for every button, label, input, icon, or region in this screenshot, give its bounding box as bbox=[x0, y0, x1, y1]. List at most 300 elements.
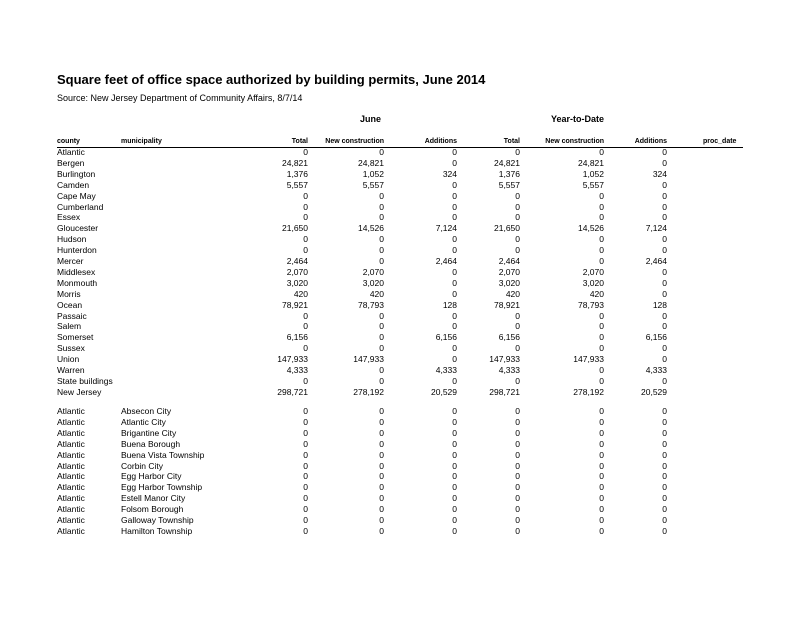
cell-ytd-additions: 0 bbox=[662, 266, 667, 277]
cell-ytd-new-construction: 0 bbox=[599, 321, 604, 332]
table-row bbox=[0, 311, 800, 322]
cell-ytd-total: 298,721 bbox=[489, 386, 520, 397]
cell-ytd-additions: 0 bbox=[662, 525, 667, 536]
cell-county: Atlantic bbox=[57, 427, 85, 438]
table-row bbox=[0, 482, 800, 493]
cell-ytd-total: 6,156 bbox=[498, 332, 520, 343]
cell-additions: 0 bbox=[452, 504, 457, 515]
cell-county: Morris bbox=[57, 288, 81, 299]
cell-ytd-total: 78,921 bbox=[494, 299, 520, 310]
cell-ytd-total: 420 bbox=[505, 288, 520, 299]
cell-county: Sussex bbox=[57, 343, 85, 354]
cell-ytd-additions: 0 bbox=[662, 343, 667, 354]
cell-total: 2,464 bbox=[286, 256, 308, 266]
cell-municipality: Buena Vista Township bbox=[121, 449, 205, 460]
cell-additions: 0 bbox=[452, 427, 457, 438]
cell-new-construction: 0 bbox=[379, 310, 384, 321]
table-row bbox=[0, 354, 800, 365]
cell-county: Mercer bbox=[57, 256, 84, 266]
cell-county: State buildings bbox=[57, 375, 113, 386]
cell-new-construction: 278,192 bbox=[353, 386, 384, 397]
cell-municipality: Galloway Township bbox=[121, 515, 194, 525]
col-header-ytd-new-construction: New construction bbox=[545, 138, 604, 145]
cell-total: 420 bbox=[293, 288, 308, 299]
cell-ytd-total: 0 bbox=[515, 493, 520, 504]
cell-additions: 0 bbox=[452, 157, 457, 168]
cell-new-construction: 0 bbox=[379, 471, 384, 482]
cell-ytd-new-construction: 0 bbox=[599, 471, 604, 482]
cell-total: 147,933 bbox=[277, 354, 308, 365]
cell-additions: 0 bbox=[452, 406, 457, 416]
cell-ytd-new-construction: 0 bbox=[599, 256, 604, 266]
cell-ytd-new-construction: 0 bbox=[599, 375, 604, 386]
cell-ytd-additions: 0 bbox=[662, 179, 667, 190]
table-row bbox=[0, 504, 800, 515]
cell-new-construction: 0 bbox=[379, 406, 384, 416]
cell-ytd-new-construction: 147,933 bbox=[573, 354, 604, 365]
cell-county: Ocean bbox=[57, 299, 83, 310]
cell-ytd-total: 4,333 bbox=[498, 365, 520, 375]
cell-ytd-new-construction: 278,192 bbox=[573, 386, 604, 397]
table-row bbox=[0, 180, 800, 191]
cell-ytd-total: 21,650 bbox=[494, 223, 520, 234]
cell-ytd-new-construction: 14,526 bbox=[578, 223, 604, 234]
table-row bbox=[0, 365, 800, 376]
cell-ytd-total: 147,933 bbox=[489, 354, 520, 365]
cell-new-construction: 0 bbox=[379, 245, 384, 256]
cell-additions: 0 bbox=[452, 212, 457, 223]
cell-municipality: Atlantic City bbox=[121, 416, 166, 427]
col-header-county: county bbox=[57, 138, 80, 145]
cell-additions: 0 bbox=[452, 310, 457, 321]
table-row bbox=[0, 212, 800, 223]
cell-total: 0 bbox=[303, 234, 308, 245]
cell-additions: 0 bbox=[452, 288, 457, 299]
cell-new-construction: 0 bbox=[379, 504, 384, 515]
table-row bbox=[0, 526, 800, 537]
table-row bbox=[0, 234, 800, 245]
cell-total: 6,156 bbox=[286, 332, 308, 343]
cell-ytd-new-construction: 0 bbox=[599, 365, 604, 375]
cell-new-construction: 0 bbox=[379, 365, 384, 375]
cell-ytd-additions: 0 bbox=[662, 310, 667, 321]
cell-ytd-additions: 0 bbox=[662, 288, 667, 299]
cell-ytd-total: 0 bbox=[515, 449, 520, 460]
col-header-new-construction: New construction bbox=[325, 138, 384, 145]
cell-additions: 0 bbox=[452, 179, 457, 190]
cell-county: Hudson bbox=[57, 234, 87, 245]
cell-county: Atlantic bbox=[57, 406, 85, 416]
cell-ytd-total: 0 bbox=[515, 234, 520, 245]
cell-ytd-new-construction: 0 bbox=[599, 482, 604, 493]
cell-ytd-new-construction: 0 bbox=[599, 147, 604, 157]
cell-new-construction: 420 bbox=[369, 288, 384, 299]
cell-total: 0 bbox=[303, 406, 308, 416]
cell-new-construction: 0 bbox=[379, 147, 384, 157]
cell-new-construction: 0 bbox=[379, 460, 384, 471]
cell-new-construction: 0 bbox=[379, 449, 384, 460]
cell-total: 3,020 bbox=[286, 277, 308, 288]
cell-total: 0 bbox=[303, 449, 308, 460]
cell-ytd-total: 0 bbox=[515, 375, 520, 386]
cell-ytd-additions: 0 bbox=[662, 190, 667, 201]
cell-total: 0 bbox=[303, 504, 308, 515]
cell-ytd-additions: 0 bbox=[662, 321, 667, 332]
cell-ytd-additions: 0 bbox=[662, 201, 667, 212]
cell-ytd-additions: 0 bbox=[662, 471, 667, 482]
cell-total: 0 bbox=[303, 525, 308, 536]
table-row bbox=[0, 461, 800, 472]
cell-ytd-additions: 0 bbox=[662, 449, 667, 460]
cell-ytd-additions: 0 bbox=[662, 234, 667, 245]
cell-county: Hunterdon bbox=[57, 245, 97, 256]
cell-ytd-new-construction: 0 bbox=[599, 416, 604, 427]
cell-ytd-total: 0 bbox=[515, 406, 520, 416]
cell-new-construction: 14,526 bbox=[358, 223, 384, 234]
cell-municipality: Egg Harbor Township bbox=[121, 482, 203, 493]
cell-total: 0 bbox=[303, 427, 308, 438]
cell-new-construction: 0 bbox=[379, 416, 384, 427]
cell-county: Passaic bbox=[57, 310, 87, 321]
cell-ytd-new-construction: 0 bbox=[599, 438, 604, 449]
cell-ytd-total: 2,070 bbox=[498, 266, 520, 277]
cell-ytd-additions: 4,333 bbox=[645, 365, 667, 375]
cell-new-construction: 0 bbox=[379, 256, 384, 266]
cell-total: 0 bbox=[303, 212, 308, 223]
cell-ytd-additions: 0 bbox=[662, 482, 667, 493]
table-row bbox=[0, 417, 800, 428]
cell-additions: 0 bbox=[452, 234, 457, 245]
cell-ytd-additions: 2,464 bbox=[645, 256, 667, 266]
cell-additions: 7,124 bbox=[435, 223, 457, 234]
cell-ytd-new-construction: 0 bbox=[599, 343, 604, 354]
cell-county: Atlantic bbox=[57, 493, 85, 504]
cell-county: Atlantic bbox=[57, 449, 85, 460]
cell-additions: 0 bbox=[452, 515, 457, 525]
cell-new-construction: 0 bbox=[379, 427, 384, 438]
cell-ytd-total: 1,376 bbox=[498, 168, 520, 179]
cell-ytd-total: 0 bbox=[515, 482, 520, 493]
cell-county: Atlantic bbox=[57, 416, 85, 427]
table-row bbox=[0, 439, 800, 450]
cell-ytd-additions: 0 bbox=[662, 504, 667, 515]
cell-ytd-total: 0 bbox=[515, 321, 520, 332]
cell-ytd-additions: 0 bbox=[662, 515, 667, 525]
table-row bbox=[0, 406, 800, 417]
cell-county: Atlantic bbox=[57, 515, 85, 525]
cell-ytd-new-construction: 0 bbox=[599, 245, 604, 256]
cell-county: Camden bbox=[57, 179, 90, 190]
cell-ytd-additions: 0 bbox=[662, 147, 667, 157]
cell-total: 0 bbox=[303, 375, 308, 386]
cell-total: 2,070 bbox=[286, 266, 308, 277]
cell-additions: 0 bbox=[452, 449, 457, 460]
cell-county: Bergen bbox=[57, 157, 85, 168]
cell-additions: 4,333 bbox=[435, 365, 457, 375]
cell-total: 0 bbox=[303, 343, 308, 354]
cell-county: Burlington bbox=[57, 168, 96, 179]
cell-new-construction: 0 bbox=[379, 482, 384, 493]
cell-ytd-additions: 0 bbox=[662, 416, 667, 427]
table-row bbox=[0, 202, 800, 213]
table-row bbox=[0, 191, 800, 202]
cell-new-construction: 78,793 bbox=[358, 299, 384, 310]
cell-ytd-additions: 20,529 bbox=[641, 386, 667, 397]
table-row bbox=[0, 267, 800, 278]
cell-ytd-total: 0 bbox=[515, 460, 520, 471]
cell-county: Warren bbox=[57, 365, 85, 375]
cell-new-construction: 0 bbox=[379, 190, 384, 201]
cell-new-construction: 147,933 bbox=[353, 354, 384, 365]
cell-new-construction: 0 bbox=[379, 234, 384, 245]
cell-county: Gloucester bbox=[57, 223, 99, 234]
cell-new-construction: 0 bbox=[379, 212, 384, 223]
cell-municipality: Hamilton Township bbox=[121, 525, 193, 536]
cell-additions: 0 bbox=[452, 460, 457, 471]
cell-county: Atlantic bbox=[57, 438, 85, 449]
cell-total: 5,557 bbox=[286, 179, 308, 190]
cell-new-construction: 0 bbox=[379, 493, 384, 504]
col-header-proc-date: proc_date bbox=[703, 138, 737, 145]
cell-county: Atlantic bbox=[57, 504, 85, 515]
cell-total: 0 bbox=[303, 438, 308, 449]
cell-additions: 0 bbox=[452, 493, 457, 504]
cell-total: 0 bbox=[303, 321, 308, 332]
cell-additions: 0 bbox=[452, 343, 457, 354]
cell-total: 0 bbox=[303, 482, 308, 493]
cell-total: 78,921 bbox=[282, 299, 308, 310]
cell-ytd-new-construction: 0 bbox=[599, 310, 604, 321]
table-row bbox=[0, 256, 800, 267]
cell-total: 0 bbox=[303, 201, 308, 212]
cell-total: 0 bbox=[303, 245, 308, 256]
cell-new-construction: 3,020 bbox=[362, 277, 384, 288]
cell-additions: 324 bbox=[442, 168, 457, 179]
cell-ytd-total: 24,821 bbox=[494, 157, 520, 168]
cell-municipality: Buena Borough bbox=[121, 438, 181, 449]
cell-ytd-total: 0 bbox=[515, 471, 520, 482]
cell-new-construction: 0 bbox=[379, 525, 384, 536]
cell-ytd-new-construction: 1,052 bbox=[582, 168, 604, 179]
cell-county: Middlesex bbox=[57, 266, 96, 277]
table-row bbox=[0, 158, 800, 169]
cell-total: 298,721 bbox=[277, 386, 308, 397]
cell-county: Atlantic bbox=[57, 471, 85, 482]
cell-ytd-total: 5,557 bbox=[498, 179, 520, 190]
cell-ytd-new-construction: 0 bbox=[599, 460, 604, 471]
col-header-additions: Additions bbox=[424, 138, 457, 145]
cell-additions: 0 bbox=[452, 201, 457, 212]
cell-ytd-additions: 0 bbox=[662, 460, 667, 471]
cell-ytd-new-construction: 0 bbox=[599, 504, 604, 515]
cell-additions: 0 bbox=[452, 277, 457, 288]
cell-new-construction: 0 bbox=[379, 375, 384, 386]
cell-ytd-new-construction: 0 bbox=[599, 234, 604, 245]
cell-county: Union bbox=[57, 354, 80, 365]
table-row bbox=[0, 332, 800, 343]
cell-new-construction: 0 bbox=[379, 515, 384, 525]
cell-ytd-new-construction: 0 bbox=[599, 332, 604, 343]
cell-additions: 2,464 bbox=[435, 256, 457, 266]
cell-county: Atlantic bbox=[57, 482, 85, 493]
source-note: Source: New Jersey Department of Community Affairs, 8/7/14 bbox=[57, 93, 303, 103]
table-row bbox=[0, 471, 800, 482]
cell-total: 0 bbox=[303, 460, 308, 471]
cell-additions: 0 bbox=[452, 438, 457, 449]
cell-ytd-total: 0 bbox=[515, 525, 520, 536]
cell-ytd-total: 0 bbox=[515, 343, 520, 354]
cell-total: 24,821 bbox=[282, 157, 308, 168]
cell-additions: 0 bbox=[452, 416, 457, 427]
cell-ytd-additions: 0 bbox=[662, 354, 667, 365]
report-title: Square feet of office space authorized by building permits, June 2014 bbox=[57, 72, 486, 87]
cell-ytd-new-construction: 78,793 bbox=[578, 299, 604, 310]
cell-ytd-total: 0 bbox=[515, 245, 520, 256]
cell-ytd-new-construction: 420 bbox=[589, 288, 604, 299]
cell-new-construction: 1,052 bbox=[362, 168, 384, 179]
table-row bbox=[0, 450, 800, 461]
cell-county: Atlantic bbox=[57, 525, 85, 536]
cell-municipality: Brigantine City bbox=[121, 427, 177, 438]
cell-additions: 0 bbox=[452, 525, 457, 536]
cell-municipality: Estell Manor City bbox=[121, 493, 186, 504]
cell-ytd-total: 3,020 bbox=[498, 277, 520, 288]
group-header-june: June bbox=[360, 114, 382, 124]
cell-additions: 0 bbox=[452, 471, 457, 482]
cell-additions: 0 bbox=[452, 245, 457, 256]
cell-ytd-new-construction: 0 bbox=[599, 493, 604, 504]
col-header-total: Total bbox=[291, 138, 308, 145]
cell-county: Cumberland bbox=[57, 201, 104, 212]
cell-total: 4,333 bbox=[286, 365, 308, 375]
table-row bbox=[0, 321, 800, 332]
cell-ytd-additions: 0 bbox=[662, 212, 667, 223]
cell-ytd-total: 0 bbox=[515, 416, 520, 427]
cell-new-construction: 5,557 bbox=[362, 179, 384, 190]
cell-total: 0 bbox=[303, 310, 308, 321]
cell-ytd-new-construction: 0 bbox=[599, 406, 604, 416]
cell-total: 0 bbox=[303, 471, 308, 482]
cell-ytd-new-construction: 0 bbox=[599, 201, 604, 212]
cell-ytd-total: 0 bbox=[515, 147, 520, 157]
cell-ytd-total: 0 bbox=[515, 504, 520, 515]
cell-new-construction: 0 bbox=[379, 321, 384, 332]
cell-ytd-new-construction: 0 bbox=[599, 515, 604, 525]
table-row bbox=[0, 300, 800, 311]
cell-ytd-additions: 7,124 bbox=[645, 223, 667, 234]
cell-additions: 0 bbox=[452, 482, 457, 493]
cell-municipality: Egg Harbor City bbox=[121, 471, 182, 482]
cell-ytd-total: 0 bbox=[515, 190, 520, 201]
cell-ytd-new-construction: 3,020 bbox=[582, 277, 604, 288]
cell-total: 0 bbox=[303, 493, 308, 504]
table-row bbox=[0, 376, 800, 387]
cell-ytd-additions: 0 bbox=[662, 245, 667, 256]
cell-new-construction: 0 bbox=[379, 201, 384, 212]
cell-county: Essex bbox=[57, 212, 81, 223]
cell-ytd-additions: 0 bbox=[662, 406, 667, 416]
table-row bbox=[0, 428, 800, 439]
cell-additions: 0 bbox=[452, 354, 457, 365]
col-header-ytd-additions: Additions bbox=[634, 138, 667, 145]
cell-county: Somerset bbox=[57, 332, 94, 343]
cell-additions: 128 bbox=[442, 299, 457, 310]
cell-ytd-total: 0 bbox=[515, 201, 520, 212]
cell-municipality: Absecon City bbox=[121, 406, 172, 416]
cell-ytd-total: 2,464 bbox=[498, 256, 520, 266]
cell-additions: 0 bbox=[452, 321, 457, 332]
table-row bbox=[0, 515, 800, 526]
table-row bbox=[0, 223, 800, 234]
cell-ytd-new-construction: 5,557 bbox=[582, 179, 604, 190]
col-header-ytd-total: Total bbox=[503, 138, 520, 145]
cell-ytd-new-construction: 0 bbox=[599, 427, 604, 438]
cell-new-construction: 2,070 bbox=[362, 266, 384, 277]
cell-ytd-additions: 6,156 bbox=[645, 332, 667, 343]
cell-ytd-additions: 0 bbox=[662, 438, 667, 449]
cell-ytd-additions: 128 bbox=[652, 299, 667, 310]
cell-ytd-new-construction: 0 bbox=[599, 449, 604, 460]
cell-ytd-additions: 0 bbox=[662, 427, 667, 438]
cell-additions: 20,529 bbox=[431, 386, 457, 397]
table-row bbox=[0, 278, 800, 289]
cell-municipality: Corbin City bbox=[121, 460, 164, 471]
cell-ytd-total: 0 bbox=[515, 515, 520, 525]
cell-ytd-new-construction: 0 bbox=[599, 190, 604, 201]
cell-ytd-total: 0 bbox=[515, 438, 520, 449]
cell-total: 21,650 bbox=[282, 223, 308, 234]
cell-total: 0 bbox=[303, 190, 308, 201]
cell-ytd-additions: 0 bbox=[662, 277, 667, 288]
cell-ytd-additions: 324 bbox=[652, 168, 667, 179]
cell-ytd-new-construction: 2,070 bbox=[582, 266, 604, 277]
col-header-municipality: municipality bbox=[121, 138, 162, 145]
cell-additions: 0 bbox=[452, 190, 457, 201]
table-row bbox=[0, 169, 800, 180]
cell-new-construction: 0 bbox=[379, 343, 384, 354]
cell-additions: 6,156 bbox=[435, 332, 457, 343]
cell-ytd-total: 0 bbox=[515, 427, 520, 438]
table-row bbox=[0, 387, 800, 398]
cell-total: 0 bbox=[303, 147, 308, 157]
cell-additions: 0 bbox=[452, 266, 457, 277]
cell-additions: 0 bbox=[452, 375, 457, 386]
cell-county: Cape May bbox=[57, 190, 96, 201]
group-header-ytd: Year-to-Date bbox=[551, 114, 605, 124]
cell-ytd-total: 0 bbox=[515, 310, 520, 321]
cell-county: Salem bbox=[57, 321, 82, 332]
table-row bbox=[0, 343, 800, 354]
table-row bbox=[0, 493, 800, 504]
cell-additions: 0 bbox=[452, 147, 457, 157]
cell-ytd-new-construction: 24,821 bbox=[578, 157, 604, 168]
cell-new-construction: 0 bbox=[379, 332, 384, 343]
table-row bbox=[0, 245, 800, 256]
cell-ytd-additions: 0 bbox=[662, 157, 667, 168]
cell-ytd-new-construction: 0 bbox=[599, 212, 604, 223]
cell-new-construction: 24,821 bbox=[358, 157, 384, 168]
cell-ytd-additions: 0 bbox=[662, 375, 667, 386]
cell-ytd-additions: 0 bbox=[662, 493, 667, 504]
cell-county: Atlantic bbox=[57, 147, 85, 157]
cell-total: 1,376 bbox=[286, 168, 308, 179]
table-row bbox=[0, 147, 800, 158]
cell-total: 0 bbox=[303, 416, 308, 427]
table-row bbox=[0, 289, 800, 300]
cell-ytd-total: 0 bbox=[515, 212, 520, 223]
cell-county: Monmouth bbox=[57, 277, 98, 288]
cell-total: 0 bbox=[303, 515, 308, 525]
